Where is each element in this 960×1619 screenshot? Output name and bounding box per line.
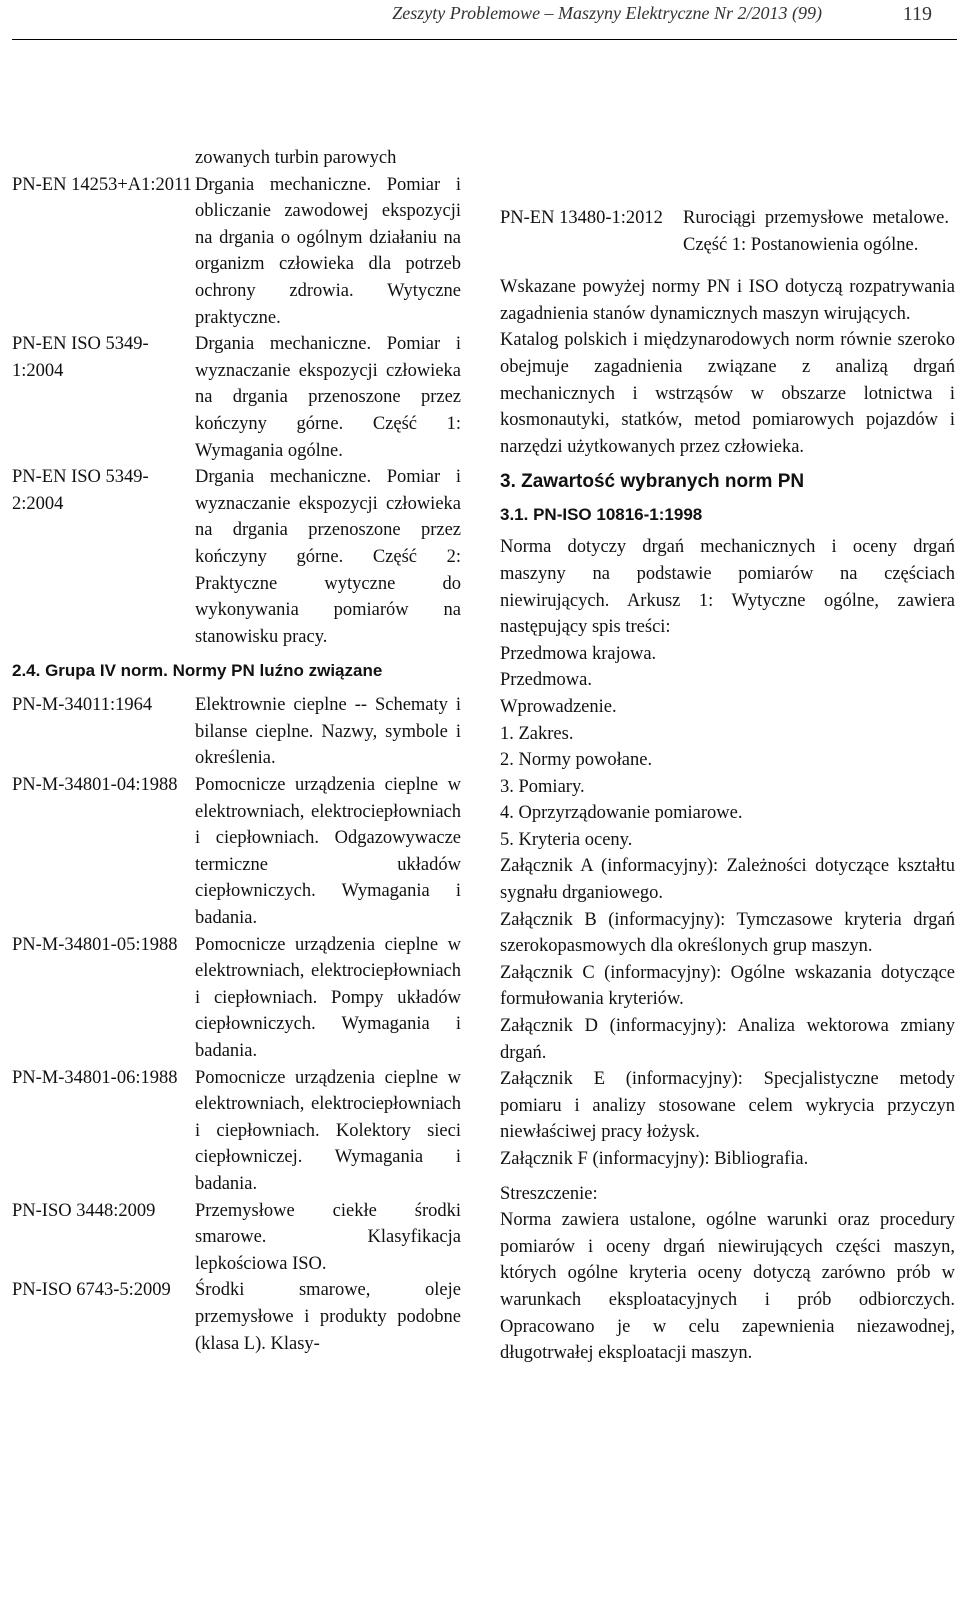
toc-item: 2. Normy powołane. — [500, 750, 653, 771]
toc-item: Wprowadzenie. — [500, 696, 617, 717]
standard-entry — [12, 464, 467, 650]
section-heading: 3. Zawartość wybranych norm PN — [500, 471, 805, 493]
standard-description: Drgania mechaniczne. Pomiar i wyznaczanie ekspozycji człowieka na drgania przenoszone przez kończyny górne. Część 1: Wymagania ogólne. — [195, 334, 461, 461]
standard-description: zowanych turbin parowych — [195, 148, 397, 168]
standard-description: Pomocnicze urządzenia cieplne w elektrowniach, elektrociepłowniach i ciepłowniach. Kolektory sieci ciepłowniczej. Wymagania i badania. — [195, 1067, 461, 1194]
standard-description: Elektrownie cieplne -- Schematy i bilanse cieplne. Nazwy, symbole i określenia. — [195, 695, 461, 769]
standard-description: Drgania mechaniczne. Pomiar i obliczanie zawodowej ekspozycji na drgania o ogólnym działaniu na organizm człowieka dla potrzeb ochrony zdrowia. Wytyczne praktyczne. — [195, 174, 461, 328]
toc-item: Załącznik E (informacyjny): Specjalistyczne metody pomiaru i analizy stosowane celem wykrycia przyczyn niewłaściwej pracy łożysk. — [500, 1069, 955, 1143]
toc-item: 3. Pomiary. — [500, 776, 585, 797]
standard-code: PN-M-34801-05:1988 — [12, 934, 178, 955]
toc-item: Załącznik D (informacyjny): Analiza wektorowa zmiany drgań. — [500, 1016, 955, 1063]
standard-description: Przemysłowe ciekłe środki smarowe. Klasyfikacja lepkościowa ISO. — [195, 1200, 461, 1274]
toc-item: Przedmowa krajowa. — [500, 643, 657, 664]
toc-item: Przedmowa. — [500, 670, 592, 691]
paragraph: Norma dotyczy drgań mechanicznych i oceny drgań maszyny na podstawie pomiarów na częściach niewirujących. Arkusz 1: Wytyczne ogólne, zawiera następujący spis treści: — [500, 537, 955, 638]
standard-code: PN-EN 13480-1:2012 — [500, 208, 663, 228]
standard-entry — [12, 331, 467, 464]
standard-entry — [500, 205, 955, 258]
standard-description: Pomocnicze urządzenia cieplne w elektrowniach, elektrociepłowniach i ciepłowniach. Pompy układów ciepłowniczych. Wymagania i badania. — [195, 934, 461, 1061]
standard-entry — [12, 772, 467, 932]
toc-item: Załącznik F (informacyjny): Bibliografia. — [500, 1149, 809, 1169]
left-column — [12, 145, 467, 1357]
standard-entry — [12, 1065, 467, 1198]
standard-description: Drgania mechaniczne. Pomiar i wyznaczanie ekspozycji człowieka na drgania przenoszone przez kończyny górne. Część 2: Praktyczne wytyczne do wykonywania pomiarów na stanowisku pracy. — [195, 467, 461, 647]
standard-entry — [12, 1277, 467, 1357]
toc-item: 4. Oprzyrządowanie pomiarowe. — [500, 803, 743, 824]
standard-entry — [12, 1198, 467, 1278]
standard-description: Pomocnicze urządzenia cieplne w elektrowniach, elektrociepłowniach i ciepłowniach. Odgazowywacze termiczne układów ciepłowniczych. Wymagania i badania. — [195, 775, 461, 929]
toc-item: 5. Kryteria oceny. — [500, 829, 633, 850]
toc-item: Załącznik B (informacyjny): Tymczasowe kryteria drgań szerokopasmowych dla określonych grup maszyn. — [500, 909, 955, 957]
page-header — [0, 0, 960, 40]
toc-item: Załącznik A (informacyjny): Zależności dotyczące kształtu sygnału drganiowego. — [500, 856, 955, 904]
standard-code — [12, 145, 195, 172]
standard-description: Środki smarowe, oleje przemysłowe i produkty podobne (klasa L). Klasy- — [195, 1280, 461, 1354]
summary-text: Norma zawiera ustalone, ogólne warunki oraz procedury pomiarów i oceny drgań niewirujących części maszyn, których ogólne kryteria oceny dotyczą zarówno prób w warunkach eksploatacyjnych i prób odbiorczych. Opracowano je w celu zapewnienia niezawodnej, długotrwałej eksploatacji maszyn. — [500, 1210, 955, 1364]
journal-title: Zeszyty Problemowe – Maszyny Elektryczne Nr 2/2013 (99) — [392, 3, 822, 23]
section-heading: 2.4. Grupa IV norm. Normy PN luźno związane — [12, 661, 383, 681]
standard-code: PN-ISO 3448:2009 — [12, 1200, 156, 1221]
standard-code: PN-EN 14253+A1:2011 — [12, 174, 192, 195]
toc-item: Załącznik C (informacyjny): Ogólne wskazania dotyczące formułowania kryteriów. — [500, 962, 955, 1010]
summary-label: Streszczenie: — [500, 1183, 598, 1204]
standard-entry — [12, 172, 467, 332]
table-of-contents — [500, 641, 955, 1173]
standard-code: PN-M-34801-04:1988 — [12, 775, 178, 796]
paragraph: Katalog polskich i międzynarodowych norm równie szeroko obejmuje zagadnienia związane z analizą drgań mechanicznych i wstrząsów w obszarze lotnictwa i kosmonautyki, statków, metod pomiarowych pojazdów i narzędzi użytkowanych przez człowieka. — [500, 330, 955, 457]
standard-code: PN-M-34011:1964 — [12, 695, 153, 716]
header-rule — [12, 39, 957, 40]
toc-item: 1. Zakres. — [500, 723, 574, 744]
standard-code: PN-M-34801-06:1988 — [12, 1067, 178, 1088]
standard-code: PN-ISO 6743-5:2009 — [12, 1280, 171, 1301]
standard-code: PN-EN ISO 5349-2:2004 — [12, 467, 149, 514]
right-column — [500, 205, 955, 1367]
page-number: 119 — [902, 3, 932, 25]
standard-code: PN-EN ISO 5349-1:2004 — [12, 334, 149, 381]
standard-entry — [12, 145, 467, 172]
paragraph: Wskazane powyżej normy PN i ISO dotyczą rozpatrywania zagadnienia stanów dynamicznych maszyn wirujących. — [500, 277, 955, 324]
standard-entry — [12, 692, 467, 772]
standard-entry — [12, 932, 467, 1065]
standard-description: Rurociągi przemysłowe metalowe. Część 1: Postanowienia ogólne. — [683, 208, 949, 255]
subsection-heading: 3.1. PN-ISO 10816-1:1998 — [500, 505, 703, 525]
